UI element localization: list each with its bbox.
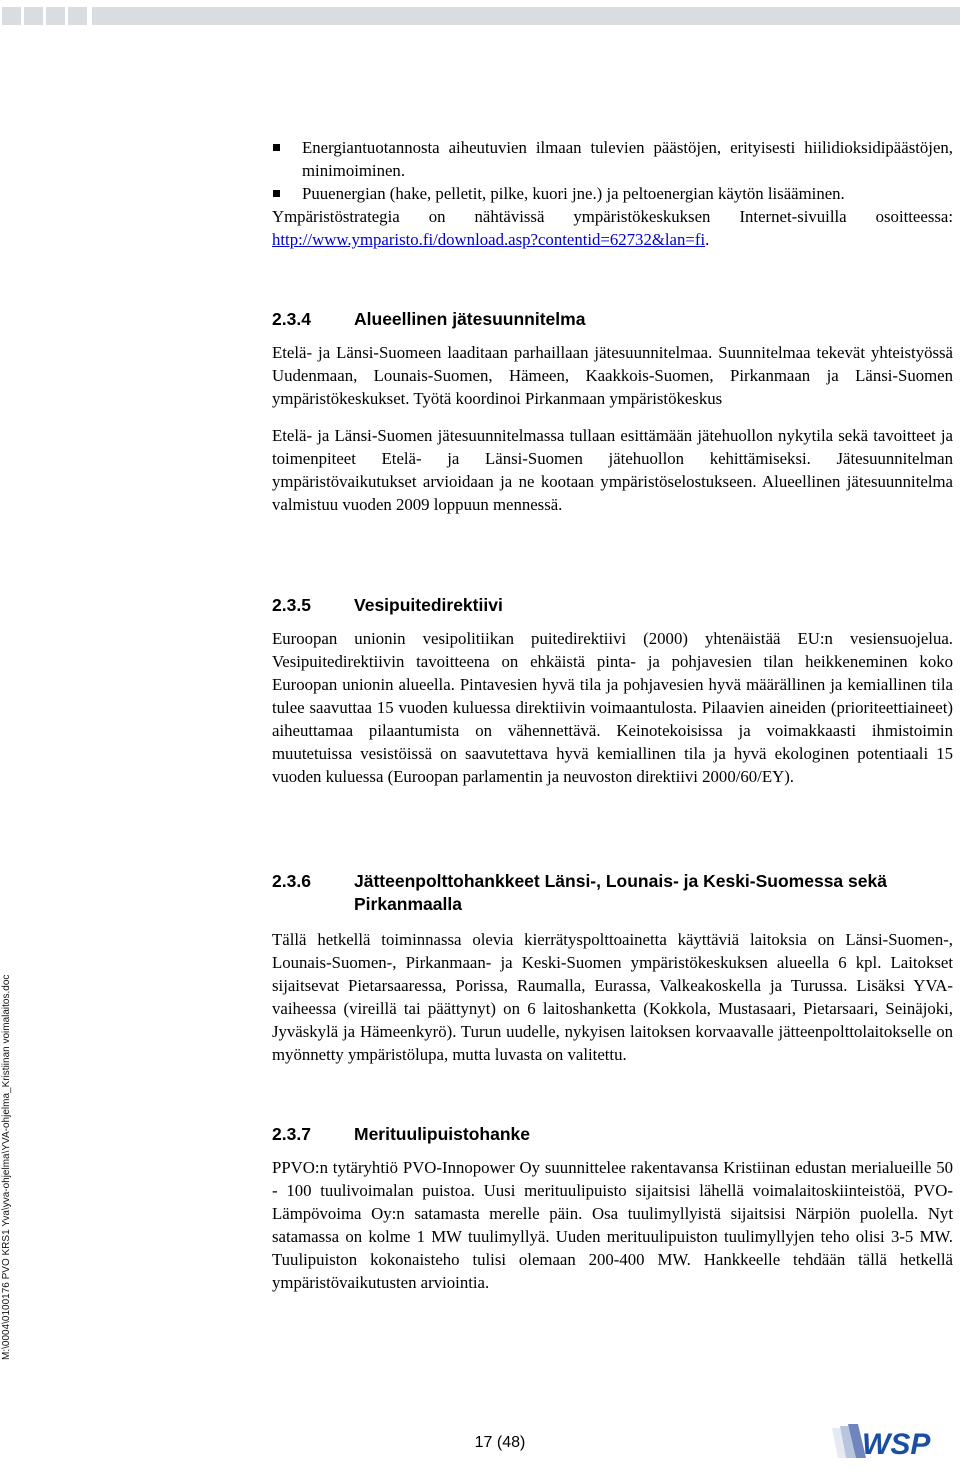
logo-text: WSP	[862, 1428, 931, 1461]
file-path: M:\0004\0100176 PVO KRS1 Yva\yva-ohjelma\YVA-ohjelma_Kristiinan voimalaitos.doc	[1, 974, 12, 1360]
bullet-icon	[273, 144, 280, 151]
bullet-list	[272, 136, 953, 251]
strategy-link[interactable]: http://www.ymparisto.fi/download.asp?contentid=62732&lan=fi	[272, 230, 706, 249]
strategy-paragraph	[272, 205, 953, 251]
header-bar	[0, 7, 960, 25]
header-square	[2, 7, 21, 25]
section-number: 2.3.4	[272, 309, 311, 329]
header-square	[68, 7, 87, 25]
section-title: Vesipuitedirektiivi	[354, 595, 503, 615]
section-number: 2.3.7	[272, 1124, 311, 1144]
paragraph: Euroopan unionin vesipolitiikan puitedirektiivi (2000) yhtenäistää EU:n vesiensuojelua. Vesipuitedirektiivin tavoitteena on ehkäistä pinta- ja pohjavesien tilan heikkeneminen koko Euroopan unionin alueella. Pintavesien hyvä tila ja pohjavesien hyvä määrällinen ja kemiallinen tila tulee saavuttaa 15 vuoden kuluessa direktiivin voimaantulosta. Pilaavien aineiden (prioriteettiaineet) aiheuttamaa pilaantumista on vähennettävä. Keinotekoisissa ja voimakkaasti ihmistoimin muutetuissa vesistöissä on saavutettava hyvä kemiallinen tila ja hyvä ekologinen potentiaali 15 vuoden kuluessa (Euroopan parlamentin ja neuvoston direktiivi 2000/60/EY).	[272, 629, 953, 786]
link-suffix: .	[705, 230, 710, 249]
header-strip	[92, 7, 960, 25]
section-body	[272, 341, 953, 516]
wsp-logo	[828, 1418, 960, 1468]
bullet-icon	[273, 190, 280, 197]
header-square	[46, 7, 65, 25]
section-body	[272, 627, 953, 788]
list-item	[236, 182, 953, 205]
paragraph: Etelä- ja Länsi-Suomen jätesuunnitelmassa tullaan esittämään jätehuollon nykytila sekä tavoitteet ja toimenpiteet Etelä- ja Länsi-Suomen jätehuollon kehittämiseksi. Jätesuunnitelman ympäristövaikutukset arvioidaan ja ne kootaan ympäristöselostukseen. Alueellinen jätesuunnitelma valmistuu vuoden 2009 loppuun mennessä.	[272, 426, 953, 514]
section-number: 2.3.5	[272, 595, 311, 615]
section-number: 2.3.6	[272, 871, 311, 891]
section-body	[272, 1156, 953, 1294]
strategy-text: Ympäristöstrategia on nähtävissä ympäristökeskuksen Internet-sivuilla osoitteessa:	[272, 207, 953, 226]
section-title: Merituulipuistohanke	[354, 1124, 530, 1144]
list-item-text: Puuenergian (hake, pelletit, pilke, kuori jne.) ja peltoenergian käytön lisääminen.	[302, 184, 845, 203]
section-body	[272, 928, 953, 1066]
paragraph: Etelä- ja Länsi-Suomeen laaditaan parhaillaan jätesuunnitelmaa. Suunnitelmaa tekevät yhteistyössä Uudenmaan, Lounais-Suomen, Hämeen, Kaakkois-Suomen, Pirkanmaan ja Länsi-Suomen ympäristökeskukset. Työtä koordinoi Pirkanmaan ympäristökeskus	[272, 343, 953, 408]
header-square	[24, 7, 43, 25]
paragraph: PPVO:n tytäryhtiö PVO-Innopower Oy suunnittelee rakentavansa Kristiinan edustan merialueille 50 - 100 tuulivoimalan puistoa. Uusi merituulipuisto sijaitsisi lähellä voimalaitoskiinteistöä, PVO-Lämpövoima Oy:n satamasta merelle päin. Osa tuulimyllyistä sijaitsisi Närpiön puolella. Nyt satamassa on kolme 1 MW tuulimyllyä. Uuden merituulipuiston tuulimyllyjen teho olisi 3-5 MW. Tuulipuiston kokonaisteho tulisi olemaan 200-400 MW. Hankkeelle tehdään tällä hetkellä ympäristövaikutusten arviointia.	[272, 1158, 953, 1292]
list-item	[236, 136, 953, 182]
section-title: Jätteenpolttohankkeet Länsi-, Lounais- ja Keski-Suomessa sekä Pirkanmaalla	[354, 871, 887, 914]
list-item-text: Energiantuotannosta aiheutuvien ilmaan tulevien päästöjen, erityisesti hiilidioksidipäästöjen, minimoiminen.	[302, 138, 953, 180]
paragraph: Tällä hetkellä toiminnassa olevia kierrätyspolttoainetta käyttäviä laitoksia on Länsi-Suomen-, Lounais-Suomen-, Pirkanmaan- ja Keski-Suomen ympäristökeskuksen alueella 6 kpl. Laitokset sijaitsevat Pietarsaaressa, Porissa, Raumalla, Eurassa, Valkeakoskella ja Turussa. Lisäksi YVA-vaiheessa (vireillä tai päättynyt) on 6 laitoshanketta (Kokkola, Mustasaari, Pietarsaari, Seinäjoki, Jyväskylä ja Hämeenkyrö). Turun uudelle, nykyisen laitoksen korvaavalle jätteenpolttolaitokselle on myönnetty ympäristölupa, mutta luvasta on valitettu.	[272, 930, 953, 1064]
section-title: Alueellinen jätesuunnitelma	[354, 309, 586, 329]
page-number: 17 (48)	[474, 1434, 526, 1451]
